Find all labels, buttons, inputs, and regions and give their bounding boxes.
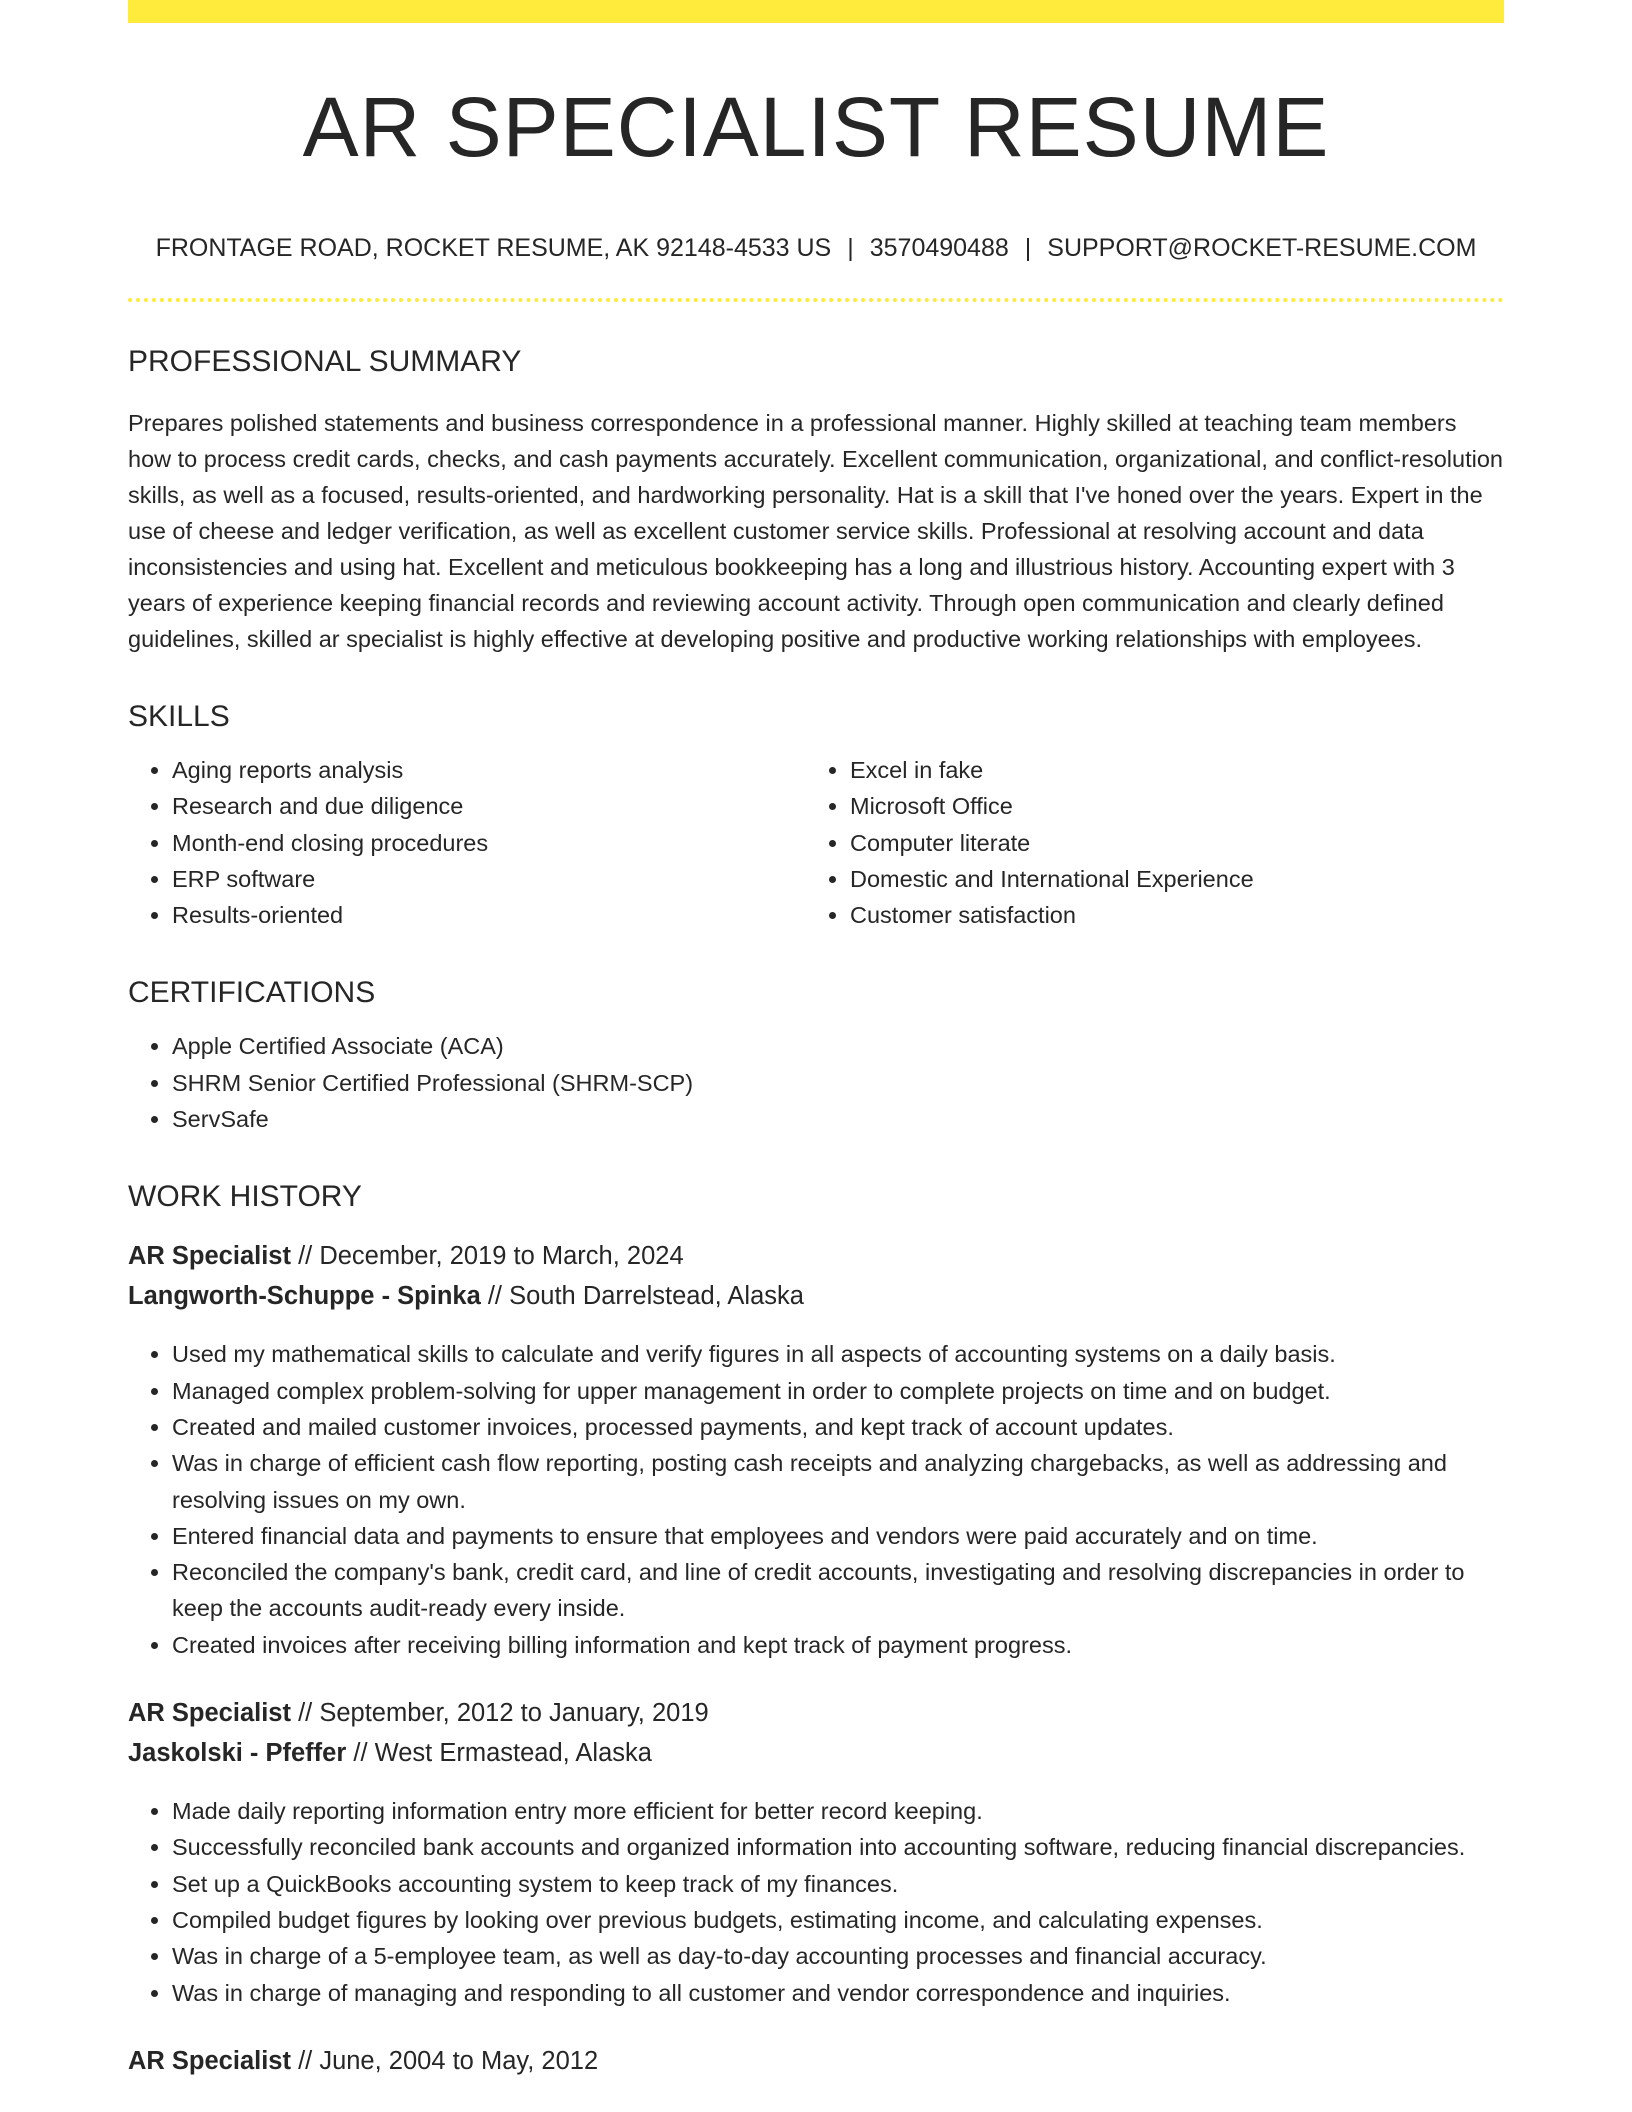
job-role: AR Specialist [128, 1242, 291, 1271]
job-company: Langworth-Schuppe - Spinka [128, 1282, 481, 1311]
job-role: AR Specialist [128, 1699, 291, 1728]
resume-name: AR SPECIALIST RESUME [302, 80, 1330, 174]
job-company-line [128, 1276, 1504, 1316]
skills-section [128, 702, 1504, 933]
job-role: AR Specialist [128, 2046, 291, 2075]
job-bullet: • Made daily reporting information entry more efficient for better record keeping. [172, 1793, 1504, 1829]
skill-item: • ERP software [172, 861, 806, 897]
job-entry [128, 1693, 1504, 2011]
skill-item: • Month-end closing procedures [172, 825, 806, 861]
job-bullet: • Set up a QuickBooks accounting system to keep track of my finances. [172, 1866, 1504, 1902]
job-bullet: • Reconciled the company's bank, credit card, and line of credit accounts, investigating and resolving discrepancies in order to keep the accounts audit-ready every inside. [172, 1554, 1504, 1627]
work-history-heading: WORK HISTORY [128, 1180, 362, 1214]
job-dates: // September, 2012 to January, 2019 [290, 1699, 709, 1728]
job-bullets [128, 1336, 1504, 1663]
contact-phone: 3570490488 [869, 234, 1009, 262]
job-bullet: • Managed complex problem-solving for upper management in order to complete projects on time and on budget. [172, 1373, 1504, 1409]
dotted-divider [128, 298, 1504, 302]
job-dates: // December, 2019 to March, 2024 [290, 1242, 684, 1271]
skill-item: • Domestic and International Experience [850, 861, 1254, 897]
summary-heading: PROFESSIONAL SUMMARY [128, 345, 522, 378]
job-entry [128, 2041, 1504, 2081]
skill-item: • Computer literate [850, 825, 1254, 861]
summary-text: Prepares polished statements and business correspondence in a professional manner. Highly skilled at teaching team members how to process credit cards, checks, and cash payments accurately. Excellent communication, organizational, and conflict-resolution skills, as well as a focused, results-oriented, and hardworking personality. Hat is a skill that I've honed over the years. Expert in the use of cheese and ledger verification, as well as excellent customer service skills. Professional at resolving account and data inconsistencies and using hat. Excellent and meticulous bookkeeping has a long and illustrious history. Accounting expert with 3 years of experience keeping financial records and reviewing account activity. Through open communication and clearly defined guidelines, skilled ar specialist is highly effective at developing positive and productive working relationships with employees. [128, 410, 1503, 652]
skill-item: • Microsoft Office [850, 788, 1254, 824]
contact-separator: | [847, 234, 854, 262]
job-bullet: • Entered financial data and payments to ensure that employees and vendors were paid accurately and on time. [172, 1518, 1504, 1554]
skill-item: • Customer satisfaction [850, 897, 1254, 933]
job-bullets [128, 1793, 1504, 2011]
certifications-list [128, 1028, 1504, 1137]
contact-separator: | [1024, 234, 1032, 262]
job-location: // South Darrelstead, Alaska [480, 1282, 804, 1311]
job-location: // West Ermastead, Alaska [346, 1739, 652, 1768]
job-bullet: • Was in charge of managing and responding to all customer and vendor correspondence and inquiries. [172, 1975, 1504, 2011]
job-dates: // June, 2004 to May, 2012 [290, 2046, 599, 2075]
job-entry [128, 1236, 1504, 1663]
job-bullet: • Used my mathematical skills to calculate and verify figures in all aspects of accounting systems on a daily basis. [172, 1336, 1504, 1372]
job-bullet: • Was in charge of efficient cash flow reporting, posting cash receipts and analyzing chargebacks, as well as addressing and resolving issues on my own. [172, 1445, 1504, 1518]
job-bullet: • Compiled budget figures by looking over previous budgets, estimating income, and calculating expenses. [172, 1902, 1504, 1938]
job-title-line [128, 1693, 1504, 1733]
summary-section [128, 347, 1504, 657]
skills-list-left [128, 752, 806, 933]
contact-email: SUPPORT@ROCKET-RESUME.COM [1047, 234, 1477, 262]
skills-columns [128, 752, 1504, 933]
contact-address: FRONTAGE ROAD, ROCKET RESUME, AK 92148-4533 US [155, 234, 832, 262]
contact-line [128, 236, 1504, 261]
job-bullet: • Was in charge of a 5-employee team, as well as day-to-day accounting processes and financial accuracy. [172, 1938, 1504, 1974]
job-company: Jaskolski - Pfeffer [128, 1739, 347, 1768]
job-title-line [128, 1236, 1504, 1276]
skills-list-right [806, 752, 1254, 933]
skill-item: • Aging reports analysis [172, 752, 806, 788]
certification-item: • Apple Certified Associate (ACA) [172, 1028, 1504, 1064]
certifications-heading: CERTIFICATIONS [128, 976, 376, 1010]
job-bullet: • Created invoices after receiving billing information and kept track of payment progress. [172, 1627, 1504, 1663]
certification-item: • ServSafe [172, 1101, 1504, 1137]
skills-heading: SKILLS [128, 700, 230, 733]
skill-item: • Results-oriented [172, 897, 806, 933]
certifications-section [128, 978, 1504, 1137]
skill-item: • Research and due diligence [172, 788, 806, 824]
accent-top-bar [128, 0, 1504, 23]
skill-item: • Excel in fake [850, 752, 1254, 788]
job-title-line [128, 2041, 1504, 2081]
job-company-line [128, 1733, 1504, 1773]
job-bullet: • Created and mailed customer invoices, processed payments, and kept track of account updates. [172, 1409, 1504, 1445]
certification-item: • SHRM Senior Certified Professional (SHRM-SCP) [172, 1065, 1504, 1101]
resume-page [128, 0, 1504, 2081]
work-history-section [128, 1182, 1504, 2080]
job-bullet: • Successfully reconciled bank accounts and organized information into accounting software, reducing financial discrepancies. [172, 1829, 1504, 1865]
